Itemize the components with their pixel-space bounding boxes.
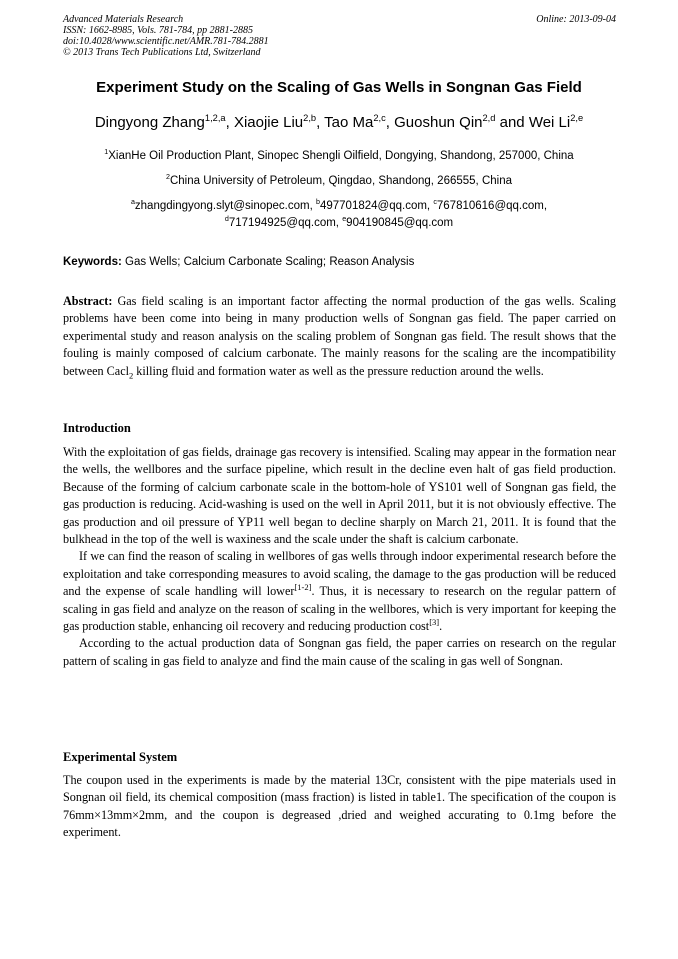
author-list [20,114,658,131]
intro-p2-text: . Thus, it is necessary to research on the regular pattern of scaling in gas field and analyze on the reason of scaling in the wellbores, which is very important for keeping the gas production stable, enhancing oil recovery and reducing production cost [63,584,616,634]
copyright-line: © 2013 Trans Tech Publications Ltd, Switzerland [63,47,261,58]
email-sup: b [316,198,320,207]
keywords [63,256,616,268]
issn-line: ISSN: 1662-8985, Vols. 781-784, pp 2881-2885 [63,25,253,36]
intro-p2-text: . [439,619,443,634]
journal-name: Advanced Materials Research [63,14,184,25]
author-name: Xiaojie Liu [233,114,304,131]
email-sup: d [224,215,229,224]
email-line-1 [40,200,638,212]
intro-p2-text: If we can find the reason of scaling in wellbores of gas wells through indoor experimental research before the exploitation and take corresponding measures to avoid scaling, the damage to the gas production will be reduced and the expense of scale handling will lower [63,549,616,599]
email-a: zhangdingyong.slyt@sinopec.com, [134,200,313,212]
journal-header [63,14,616,58]
author-name: Dingyong Zhang [94,114,205,131]
author-sep: , [385,114,395,131]
author-sep: and [495,114,529,131]
intro-paragraph-2 [63,548,616,635]
email-line-2 [40,217,638,229]
email-sup: a [130,198,135,207]
affiliation-sup: 2 [166,173,170,182]
intro-paragraph-1: With the exploitation of gas fields, drainage gas recovery is intensified. Scaling may appear in the formation near the wells, the wellbores and the surface pipeline, which result in the decline even halt of gas field production. Because of the forming of calcium carbonate scale in the bottom-hole of YS101 well of Songnan gas field, the gas production is reducing. Acid-washing is used on the well in April 2011, but it is not obviously effective. The gas production and oil pressure of YP11 well began to decline sharply on March 21, 2011. It is found that the bulkhead in the top of the well is waxiness and the scale under the shaft is calcium carbonate. [63,445,616,547]
paper-title: Experiment Study on the Scaling of Gas Wells in Songnan Gas Field [96,79,582,96]
affiliation-1 [40,150,638,162]
abstract-text: Gas field scaling is an important factor affecting the normal production of the gas wells. Scaling problems have been come into being in many production wells of Songnan gas field. The paper carried on experimental study and reason analysis on the scaling problem of Songnan gas field. The result shows that the fouling is mainly composed of calcium carbonate. The mainly reasons for the scaling are the incompatibility between Cacl [63,294,616,378]
keywords-label: Keywords: [63,256,122,268]
author-sup: 2,e [570,113,584,123]
affiliation-2 [40,175,638,187]
abstract-label: Abstract: [63,294,113,308]
author-name: Guoshun Qin [394,114,483,131]
keywords-text: Gas Wells; Calcium Carbonate Scaling; Reason Analysis [125,256,415,268]
citation-ref: [3] [429,617,440,627]
doi-line: doi:10.4028/www.scientific.net/AMR.781-784.2881 [63,36,269,47]
author-sup: 2,c [373,113,386,123]
email-b: 497701824@qq.com, [319,200,431,212]
abstract-subscript: 2 [128,370,134,381]
experimental-heading: Experimental System [63,750,178,764]
author-sep: , [316,114,325,131]
affiliation-text: China University of Petroleum, Qingdao, Shandong, 266555, China [169,175,512,187]
citation-ref: [1-2] [294,582,312,593]
abstract [63,293,616,380]
author-sup: 2,b [303,113,317,123]
abstract-text-end: killing fluid and formation water as well as the pressure reduction around the wells. [133,363,544,378]
author-sup: 1,2,a [204,113,226,123]
introduction-body [63,444,616,670]
email-e: 904190845@qq.com [346,217,454,229]
author-sep: , [225,114,234,131]
author-name: Tao Ma [324,114,374,131]
email-d: 717194925@qq.com, [228,217,339,229]
email-c: 767810616@qq.com, [436,200,548,212]
author-sup: 2,d [482,113,496,123]
affiliation-text: XianHe Oil Production Plant, Sinopec Shengli Oilfield, Dongying, Shandong, 257000, China [108,150,574,162]
email-sup: e [342,215,347,224]
author-name: Wei Li [528,114,571,131]
introduction-heading: Introduction [63,421,131,435]
intro-paragraph-3: According to the actual production data of Songnan gas field, the paper carries on research on the regular pattern of scaling in gas field to analyze and find the main cause of the scaling in gas well of Songnan. [63,636,616,668]
email-sup: c [433,198,437,207]
affiliation-sup: 1 [104,148,109,157]
experimental-body [63,772,616,842]
experimental-paragraph-1: The coupon used in the experiments is made by the material 13Cr, consistent with the pipe materials used in Songnan oil field, its chemical composition (mass fraction) is listed in table1. The specification of the coupon is 76mm×13mm×2mm, and the coupon is degreased ,dried and weighed accurating to 0.1mg before the experiment. [63,773,616,840]
online-date: Online: 2013-09-04 [536,14,616,25]
